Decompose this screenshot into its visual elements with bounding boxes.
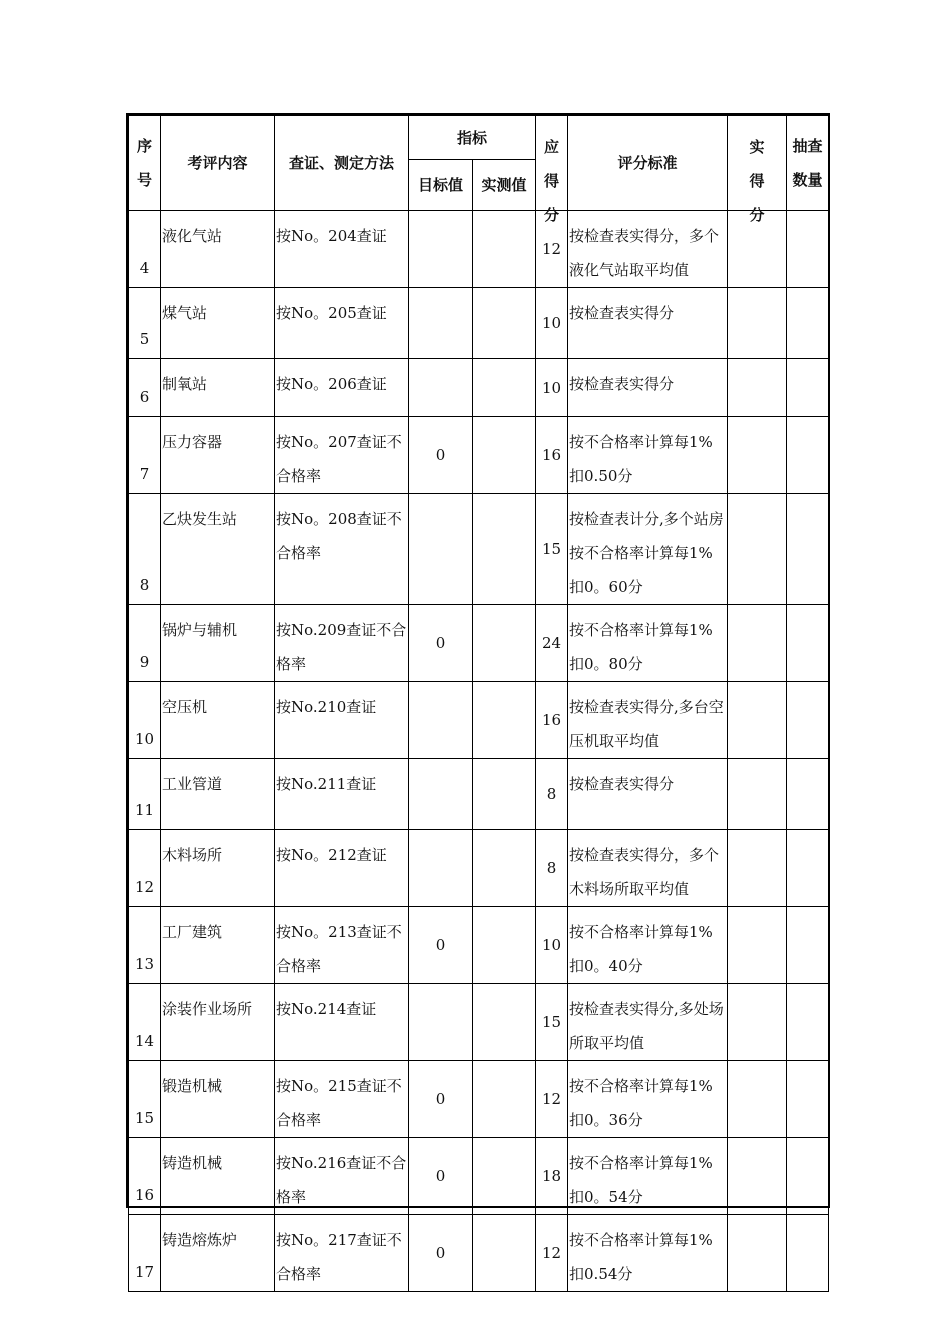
table-row xyxy=(129,288,829,359)
row-method: 按No。207查证不合格率 xyxy=(275,417,409,494)
header-due-score xyxy=(536,116,568,224)
row-sample xyxy=(787,759,829,830)
row-number: 10 xyxy=(129,682,161,759)
row-number: 7 xyxy=(129,417,161,494)
row-method: 按No。208查证不合格率 xyxy=(275,494,409,605)
row-method: 按No.209查证不合格率 xyxy=(275,605,409,682)
row-measured xyxy=(473,1215,536,1292)
row-due-score: 10 xyxy=(536,907,568,984)
row-actual-score xyxy=(728,417,787,494)
row-sample xyxy=(787,1138,829,1215)
row-criteria: 按检查表实得分,多处场所取平均值 xyxy=(568,984,728,1061)
row-sample xyxy=(787,830,829,907)
row-due-score: 10 xyxy=(536,359,568,417)
row-target xyxy=(409,759,473,830)
header-due-char-2: 得 xyxy=(544,172,560,190)
row-criteria: 按不合格率计算每1%扣0。54分 xyxy=(568,1138,728,1215)
table-row xyxy=(129,759,829,830)
row-criteria: 按不合格率计算每1%扣0.50分 xyxy=(568,417,728,494)
row-actual-score xyxy=(728,494,787,605)
row-content: 锅炉与辅机 xyxy=(161,605,275,682)
row-target xyxy=(409,288,473,359)
header-sample-line-2: 数量 xyxy=(792,171,823,189)
row-method: 按No。205查证 xyxy=(275,288,409,359)
row-criteria: 按不合格率计算每1%扣0。40分 xyxy=(568,907,728,984)
header-seq-char-2: 号 xyxy=(136,171,152,189)
row-measured xyxy=(473,417,536,494)
row-sample xyxy=(787,359,829,417)
row-target xyxy=(409,359,473,417)
row-content: 涂装作业场所 xyxy=(161,984,275,1061)
row-actual-score xyxy=(728,759,787,830)
row-measured xyxy=(473,605,536,682)
table-row xyxy=(129,830,829,907)
row-actual-score xyxy=(728,1138,787,1215)
header-actual-char-2: 得 xyxy=(749,172,765,190)
table-row xyxy=(129,417,829,494)
row-measured xyxy=(473,682,536,759)
row-number: 11 xyxy=(129,759,161,830)
evaluation-table xyxy=(128,115,829,1292)
row-criteria: 按不合格率计算每1%扣0。36分 xyxy=(568,1061,728,1138)
header-measured: 实测值 xyxy=(473,160,536,211)
row-criteria: 按不合格率计算每1%扣0。80分 xyxy=(568,605,728,682)
row-target xyxy=(409,984,473,1061)
row-number: 4 xyxy=(129,211,161,288)
row-target: 0 xyxy=(409,907,473,984)
row-number: 9 xyxy=(129,605,161,682)
row-number: 8 xyxy=(129,494,161,605)
row-due-score: 8 xyxy=(536,759,568,830)
row-sample xyxy=(787,1215,829,1292)
row-due-score: 15 xyxy=(536,984,568,1061)
row-content: 锻造机械 xyxy=(161,1061,275,1138)
row-target xyxy=(409,682,473,759)
row-criteria: 按检查表实得分 xyxy=(568,288,728,359)
row-content: 压力容器 xyxy=(161,417,275,494)
row-method: 按No.210查证 xyxy=(275,682,409,759)
row-due-score: 15 xyxy=(536,494,568,605)
table-row xyxy=(129,907,829,984)
row-content: 液化气站 xyxy=(161,211,275,288)
header-due-char-1: 应 xyxy=(544,138,560,156)
row-content: 铸造熔炼炉 xyxy=(161,1215,275,1292)
row-criteria: 按检查表实得分 xyxy=(568,359,728,417)
row-number: 14 xyxy=(129,984,161,1061)
row-due-score: 24 xyxy=(536,605,568,682)
row-content: 乙炔发生站 xyxy=(161,494,275,605)
row-target: 0 xyxy=(409,1061,473,1138)
row-number: 6 xyxy=(129,359,161,417)
row-target xyxy=(409,211,473,288)
table-header xyxy=(129,116,829,224)
row-target: 0 xyxy=(409,1215,473,1292)
row-criteria: 按检查表实得分，多个液化气站取平均值 xyxy=(568,211,728,288)
header-content: 考评内容 xyxy=(161,116,275,211)
row-due-score: 12 xyxy=(536,1061,568,1138)
row-method: 按No。217查证不合格率 xyxy=(275,1215,409,1292)
row-method: 按No。212查证 xyxy=(275,830,409,907)
row-measured xyxy=(473,830,536,907)
header-indicator: 指标 xyxy=(409,116,536,160)
row-sample xyxy=(787,211,829,288)
row-content: 铸造机械 xyxy=(161,1138,275,1215)
header-seq-char-1: 序 xyxy=(136,137,152,155)
row-criteria: 按检查表实得分 xyxy=(568,759,728,830)
row-criteria: 按检查表实得分,多台空压机取平均值 xyxy=(568,682,728,759)
row-method: 按No。206查证 xyxy=(275,359,409,417)
row-sample xyxy=(787,417,829,494)
row-measured xyxy=(473,759,536,830)
row-due-score: 16 xyxy=(536,417,568,494)
row-target: 0 xyxy=(409,1138,473,1215)
header-actual-char-3: 分 xyxy=(749,206,765,224)
row-criteria: 按检查表实得分，多个木料场所取平均值 xyxy=(568,830,728,907)
row-target: 0 xyxy=(409,417,473,494)
row-content: 煤气站 xyxy=(161,288,275,359)
row-measured xyxy=(473,984,536,1061)
row-actual-score xyxy=(728,1061,787,1138)
row-content: 工厂建筑 xyxy=(161,907,275,984)
row-actual-score xyxy=(728,359,787,417)
row-sample xyxy=(787,288,829,359)
row-sample xyxy=(787,682,829,759)
row-sample xyxy=(787,907,829,984)
row-method: 按No.214查证 xyxy=(275,984,409,1061)
row-measured xyxy=(473,494,536,605)
row-method: 按No。204查证 xyxy=(275,211,409,288)
row-due-score: 18 xyxy=(536,1138,568,1215)
row-measured xyxy=(473,359,536,417)
row-number: 12 xyxy=(129,830,161,907)
row-sample xyxy=(787,1061,829,1138)
table-row xyxy=(129,984,829,1061)
row-actual-score xyxy=(728,907,787,984)
row-measured xyxy=(473,1138,536,1215)
row-sample xyxy=(787,984,829,1061)
row-content: 制氧站 xyxy=(161,359,275,417)
table-row xyxy=(129,1061,829,1138)
row-target: 0 xyxy=(409,605,473,682)
table-row xyxy=(129,1215,829,1292)
header-sample-line-1: 抽查 xyxy=(792,137,823,155)
row-sample xyxy=(787,605,829,682)
row-measured xyxy=(473,211,536,288)
table-row xyxy=(129,494,829,605)
header-actual-score xyxy=(728,116,787,224)
row-number: 15 xyxy=(129,1061,161,1138)
row-method: 按No.216查证不合格率 xyxy=(275,1138,409,1215)
row-actual-score xyxy=(728,288,787,359)
row-sample xyxy=(787,494,829,605)
row-actual-score xyxy=(728,984,787,1061)
row-measured xyxy=(473,288,536,359)
table-body xyxy=(129,211,829,1292)
header-criteria: 评分标准 xyxy=(568,116,728,211)
evaluation-table-frame xyxy=(126,113,830,1283)
row-criteria: 按不合格率计算每1%扣0.54分 xyxy=(568,1215,728,1292)
row-target xyxy=(409,494,473,605)
row-content: 空压机 xyxy=(161,682,275,759)
row-actual-score xyxy=(728,682,787,759)
row-due-score: 8 xyxy=(536,830,568,907)
row-target xyxy=(409,830,473,907)
row-number: 13 xyxy=(129,907,161,984)
table-row xyxy=(129,211,829,288)
row-number: 16 xyxy=(129,1138,161,1215)
header-method: 查证、测定方法 xyxy=(275,116,409,211)
row-due-score: 10 xyxy=(536,288,568,359)
header-actual-char-1: 实 xyxy=(749,138,765,156)
row-actual-score xyxy=(728,830,787,907)
row-actual-score xyxy=(728,605,787,682)
header-seq xyxy=(129,116,161,211)
row-number: 5 xyxy=(129,288,161,359)
row-content: 木料场所 xyxy=(161,830,275,907)
row-number: 17 xyxy=(129,1215,161,1292)
header-sample xyxy=(787,116,829,211)
row-method: 按No.211查证 xyxy=(275,759,409,830)
table-row xyxy=(129,682,829,759)
row-method: 按No。215查证不合格率 xyxy=(275,1061,409,1138)
row-measured xyxy=(473,1061,536,1138)
row-measured xyxy=(473,907,536,984)
header-due-char-3: 分 xyxy=(544,206,560,224)
row-due-score: 12 xyxy=(536,1215,568,1292)
table-row xyxy=(129,605,829,682)
row-method: 按No。213查证不合格率 xyxy=(275,907,409,984)
row-actual-score xyxy=(728,1215,787,1292)
row-content: 工业管道 xyxy=(161,759,275,830)
header-target: 目标值 xyxy=(409,160,473,211)
row-due-score: 16 xyxy=(536,682,568,759)
table-row xyxy=(129,1138,829,1215)
row-criteria: 按检查表计分,多个站房按不合格率计算每1%扣0。60分 xyxy=(568,494,728,605)
table-row xyxy=(129,359,829,417)
row-due-score: 12 xyxy=(536,211,568,288)
